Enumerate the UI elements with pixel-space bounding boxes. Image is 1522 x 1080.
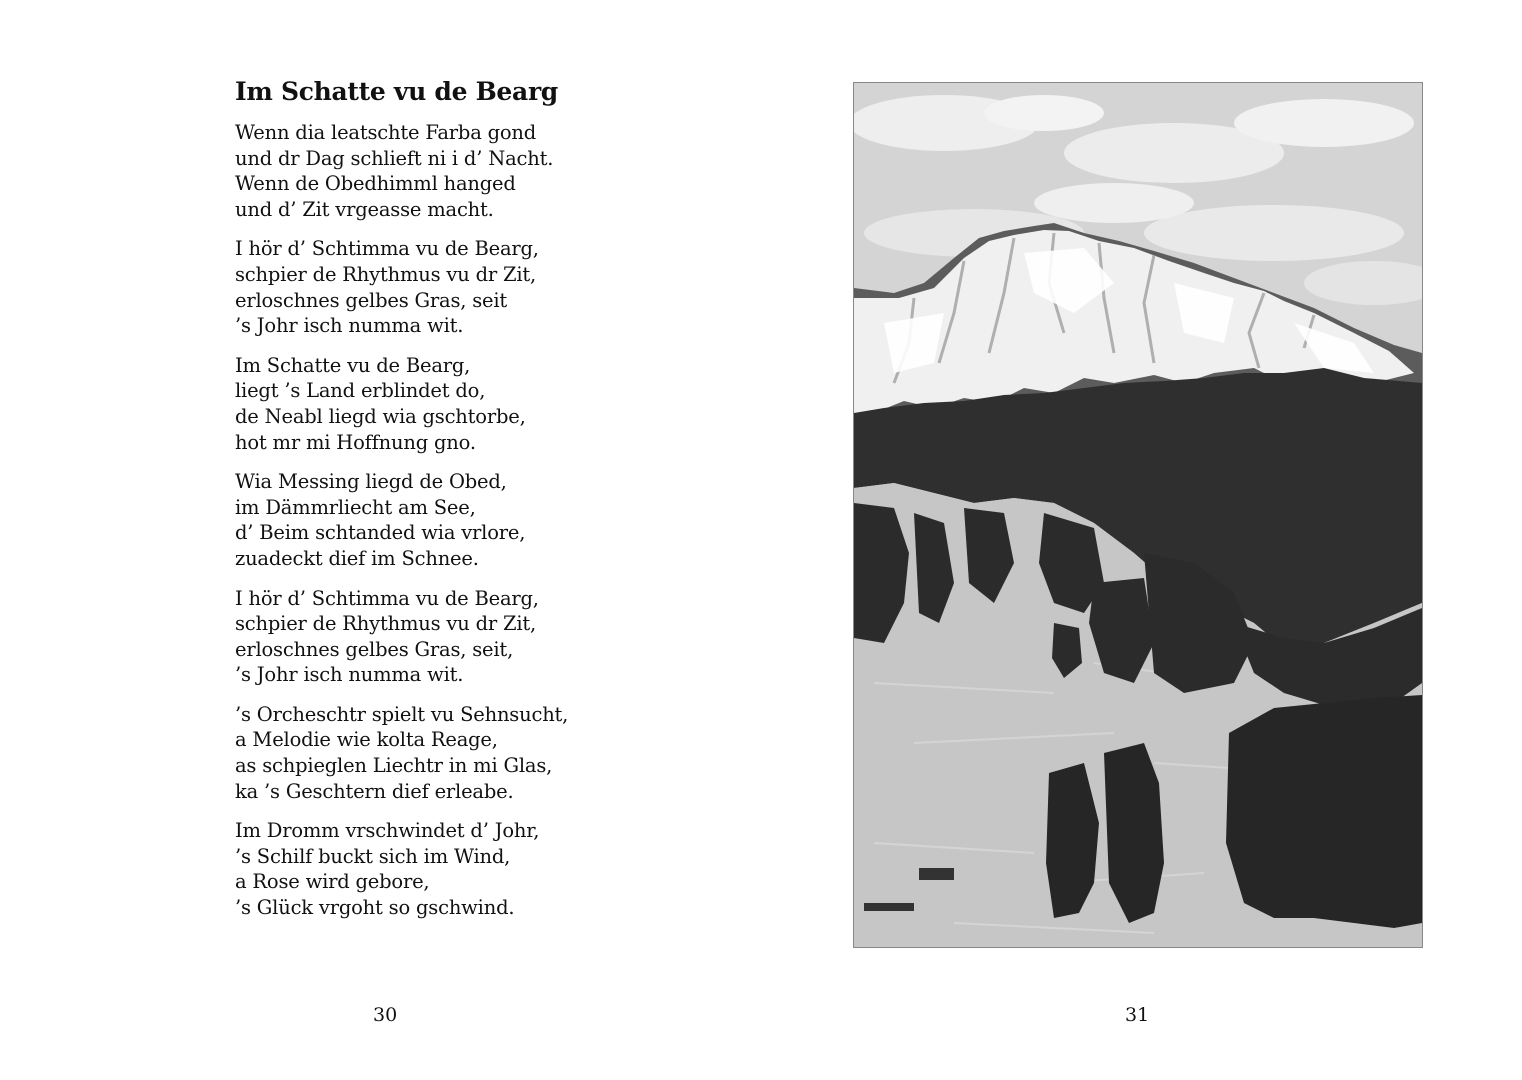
stanza [235,120,695,222]
poem-line: ’s Schilf buckt sich im Wind, [235,844,511,868]
poem-line: und d’ Zit vrgeasse macht. [235,197,494,221]
poem-line: Wia Messing liegd de Obed, [235,470,507,494]
poem-line: a Rose wird gebore, [235,870,430,894]
right-page [761,0,1522,1080]
stanza [235,586,695,688]
poem-line: und dr Dag schlieft ni i d’ Nacht. [235,146,554,170]
poem-line: I hör d’ Schtimma vu de Bearg, [235,586,539,610]
poem-line: as schpieglen Liechtr in mi Glas, [235,754,553,778]
stanza [235,469,695,571]
poem-line: ka ’s Geschtern dief erleabe. [235,779,514,803]
poem-line: Im Dromm vrschwindet d’ Johr, [235,819,540,843]
poem-line: im Dämmrliecht am See, [235,495,476,519]
poem-line: d’ Beim schtanded wia vrlore, [235,521,526,545]
poem-line: a Melodie wie kolta Reage, [235,728,498,752]
mountain-painting [853,82,1423,948]
poem-line: de Neabl liegd wia gschtorbe, [235,404,526,428]
poem-line: ’s Orcheschtr spielt vu Sehnsucht, [235,702,569,726]
stanza [235,702,695,804]
poem-line: schpier de Rhythmus vu dr Zit, [235,612,536,636]
poem-line: erloschnes gelbes Gras, seit [235,288,508,312]
poem-title: Im Schatte vu de Bearg [235,77,558,106]
poem-line: Wenn de Obedhimml hanged [235,172,516,196]
page-number-right: 31 [1125,1004,1150,1026]
poem-line: I hör d’ Schtimma vu de Bearg, [235,237,539,261]
poem-line: ’s Glück vrgoht so gschwind. [235,896,515,920]
stanza [235,236,695,338]
poem [235,74,695,935]
poem-line: erloschnes gelbes Gras, seit, [235,637,514,661]
poem-line: hot mr mi Hoffnung gno. [235,430,476,454]
poem-line: liegt ’s Land erblindet do, [235,379,486,403]
poem-line: schpier de Rhythmus vu dr Zit, [235,262,536,286]
page-number-left: 30 [373,1004,398,1026]
poem-line: ’s Johr isch numma wit. [235,314,464,338]
poem-line: Im Schatte vu de Bearg, [235,353,471,377]
poem-line: Wenn dia leatschte Farba gond [235,121,537,144]
stanza [235,818,695,920]
poem-line: zuadeckt dief im Schnee. [235,546,479,570]
poem-line: ’s Johr isch numma wit. [235,663,464,687]
stanza [235,353,695,455]
